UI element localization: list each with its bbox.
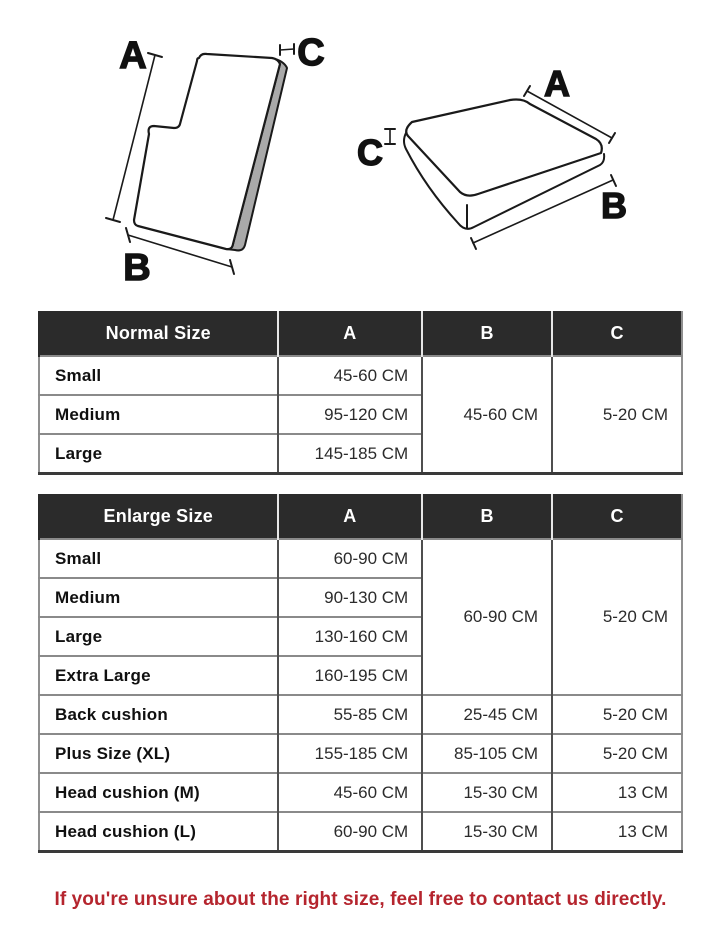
dim-label-c: C: [297, 32, 325, 74]
cell-a-value: 45-60 CM: [278, 773, 423, 812]
dim-line-c: [280, 49, 294, 50]
cell-b-value: 15-30 CM: [422, 812, 552, 852]
cell-b-merged: 60-90 CM: [422, 539, 552, 695]
cell-a-value: 160-195 CM: [278, 656, 423, 695]
row-label: Small: [39, 356, 278, 395]
row-label: Small: [39, 539, 278, 578]
cell-c-merged: 5-20 CM: [552, 539, 682, 695]
table-row: [39, 695, 682, 734]
dim-tick: [471, 238, 476, 249]
col-header-a: A: [278, 494, 423, 539]
tables-section: [0, 311, 720, 911]
table-title: Normal Size: [39, 311, 278, 356]
size-note: If you're unsure about the right size, feel free to contact us directly.: [54, 889, 667, 910]
row-label: Medium: [39, 578, 278, 617]
row-label: Head cushion (M): [39, 773, 278, 812]
row-label: Plus Size (XL): [39, 734, 278, 773]
seat-cushion-top-face: [406, 100, 602, 196]
dim-label-c: C: [357, 132, 383, 173]
cell-b-value: 25-45 CM: [422, 695, 552, 734]
row-label: Back cushion: [39, 695, 278, 734]
back-cushion-outline: [134, 54, 280, 249]
row-label: Large: [39, 434, 278, 474]
dim-tick: [609, 133, 615, 143]
row-label: Large: [39, 617, 278, 656]
col-header-b: B: [422, 311, 552, 356]
dim-label-b: B: [123, 247, 151, 286]
table-row: [39, 812, 682, 852]
cell-b-value: 85-105 CM: [422, 734, 552, 773]
cell-b-value: 15-30 CM: [422, 773, 552, 812]
back-cushion-diagram: [88, 20, 338, 286]
enlarge-size-table: [38, 494, 683, 853]
cell-a-value: 55-85 CM: [278, 695, 423, 734]
cell-a-value: 145-185 CM: [278, 434, 423, 474]
cell-a-value: 155-185 CM: [278, 734, 423, 773]
table-title: Enlarge Size: [39, 494, 278, 539]
dim-label-a: A: [119, 35, 147, 77]
dim-label-b: B: [601, 185, 627, 226]
col-header-c: C: [552, 311, 682, 356]
cell-b-merged: 45-60 CM: [422, 356, 552, 474]
header-row: [39, 494, 682, 539]
cell-c-value: 13 CM: [552, 812, 682, 852]
seat-cushion-diagram: [348, 53, 668, 268]
col-header-b: B: [422, 494, 552, 539]
cell-c-merged: 5-20 CM: [552, 356, 682, 474]
col-header-a: A: [278, 311, 423, 356]
table-row: [39, 356, 682, 395]
diagram-section: [0, 0, 720, 300]
cell-a-value: 60-90 CM: [278, 539, 423, 578]
cell-c-value: 13 CM: [552, 773, 682, 812]
row-label: Medium: [39, 395, 278, 434]
cell-a-value: 45-60 CM: [278, 356, 423, 395]
cell-c-value: 5-20 CM: [552, 734, 682, 773]
cell-a-value: 95-120 CM: [278, 395, 423, 434]
col-header-c: C: [552, 494, 682, 539]
cell-c-value: 5-20 CM: [552, 695, 682, 734]
cell-a-value: 90-130 CM: [278, 578, 423, 617]
row-label: Head cushion (L): [39, 812, 278, 852]
header-row: [39, 311, 682, 356]
cell-a-value: 60-90 CM: [278, 812, 423, 852]
row-label: Extra Large: [39, 656, 278, 695]
table-row: [39, 734, 682, 773]
cell-a-value: 130-160 CM: [278, 617, 423, 656]
dim-label-a: A: [544, 63, 570, 104]
table-row: [39, 539, 682, 578]
table-row: [39, 773, 682, 812]
normal-size-table: [38, 311, 683, 475]
dim-tick: [524, 86, 530, 96]
